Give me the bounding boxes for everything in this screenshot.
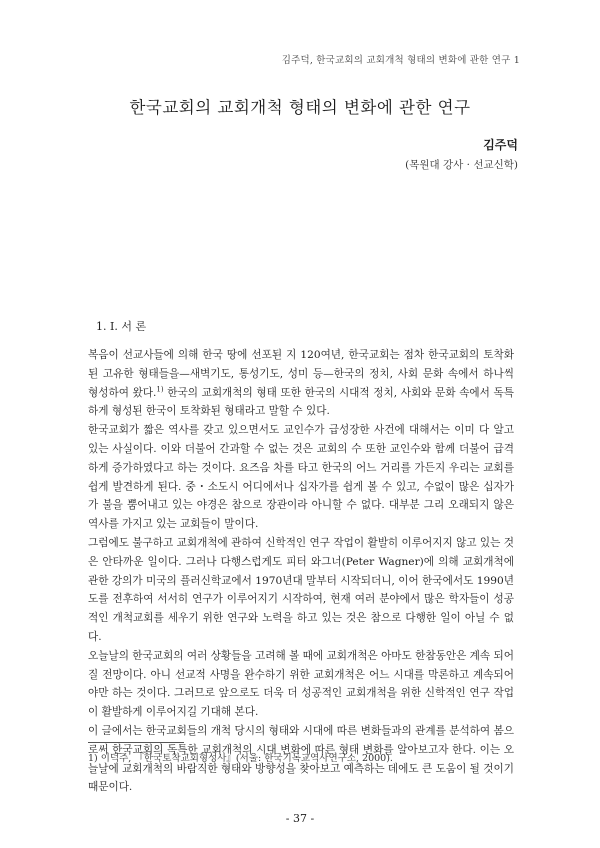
paragraph <box>88 346 514 421</box>
running-head: 김주덕, 한국교회의 교회개척 형태의 변화에 관한 연구 1 <box>281 55 520 66</box>
paragraph: 오늘날의 한국교회의 여러 상황들을 고려해 볼 때에 교회개척은 아마도 한참동안은 계속 되어질 전망이다. 아니 선교적 사명을 완수하기 위한 교회개척은 어느 시대를 막론하고 계속되어야만 하는 것이다. 그러므로 앞으로도 더욱 더 성공적인 교회개척을 위한 신학적인 연구 작업이 활발하게 이루어지길 기대해 본다. <box>88 649 514 719</box>
author-affiliation: (목원대 강사 · 선교신학) <box>405 159 518 171</box>
article-title: 한국교회의 교회개척 형태의 변화에 관한 연구 <box>129 98 471 117</box>
body-text <box>88 346 514 797</box>
footnote-divider <box>88 742 184 743</box>
paragraph: 한국교회가 짧은 역사를 갖고 있으면서도 교인수가 급성장한 사건에 대해서는 이미 다 알고 있는 사실이다. 이와 더불어 간과할 수 없는 것은 교회의 수 또한 교인수와 함께 더불어 급격하게 증가하였다고 하는 것이다. 요즈음 차를 타고 한국의 어느 거리를 가든지 우리는 교회를 쉽게 발견하게 된다. 중・소도시 어디에서나 십자가를 쉽게 볼 수 있고, 수없이 많은 십자가가 불을 뿜어내고 있는 야경은 참으로 장관이라 아니할 수 없다. 대부분 그리 오래되지 않은 역사를 가지고 있는 교회들이 말이다. <box>88 424 514 531</box>
page-number: - 37 - <box>285 812 315 825</box>
section-heading: 1. I. 서 론 <box>96 320 147 333</box>
paragraph-text: 한국의 교회개척의 형태 또한 한국의 시대적 정치, 사회와 문화 속에서 독특하게 형성된 한국이 토착화된 형태라고 말할 수 있다. <box>88 386 515 418</box>
author-name: 김주덕 <box>483 138 518 152</box>
paragraph: 그럼에도 불구하고 교회개척에 관하여 신학적인 연구 작업이 활발히 이루어지지 않고 있는 것은 안타까운 일이다. 그러나 다행스럽게도 피터 와그너(Peter Wagner)에 의해 교회개척에 관한 강의가 미국의 플러신학교에서 1970년대 말부터 시작되더니, 이어 한국에서도 1990년도를 전후하여 서서히 연구가 이루어지기 시작하여, 현재 여러 분야에서 많은 학자들이 성공적인 개척교회를 세우기 위한 연구와 노력을 하고 있는 것은 참으로 다행한 일이 아닐 수 없다. <box>88 536 514 643</box>
footnote-marker[interactable]: 1) <box>156 385 164 394</box>
paragraph-text: 복음이 선교사들에 의해 한국 땅에 선포된 지 120여년, 한국교회는 점차 한국교회의 토착화된 고유한 형태들을—새벽기도, 통성기도, 성미 등—한국의 정치, 사회 문화 속에서 하나씩 형성하여 왔다. <box>88 349 514 399</box>
paragraph: 이 글에서는 한국교회들의 개척 당시의 형태와 시대에 따른 변화들과의 관계를 분석하여 봄으로써 한국교회의 독특한 교회개척의 시대 변화에 따른 형태 변화를 알아보고자 한다. 이는 오늘날에 교회개척의 바람직한 형태와 방향성을 찾아보고 예측하는 데에도 큰 도움이 될 것이기 때문이다. <box>88 724 514 794</box>
footnote: 1) 이덕주, 『한국토착교회형성사』(서울: 한국기독교역사연구소, 2000). <box>88 753 393 764</box>
